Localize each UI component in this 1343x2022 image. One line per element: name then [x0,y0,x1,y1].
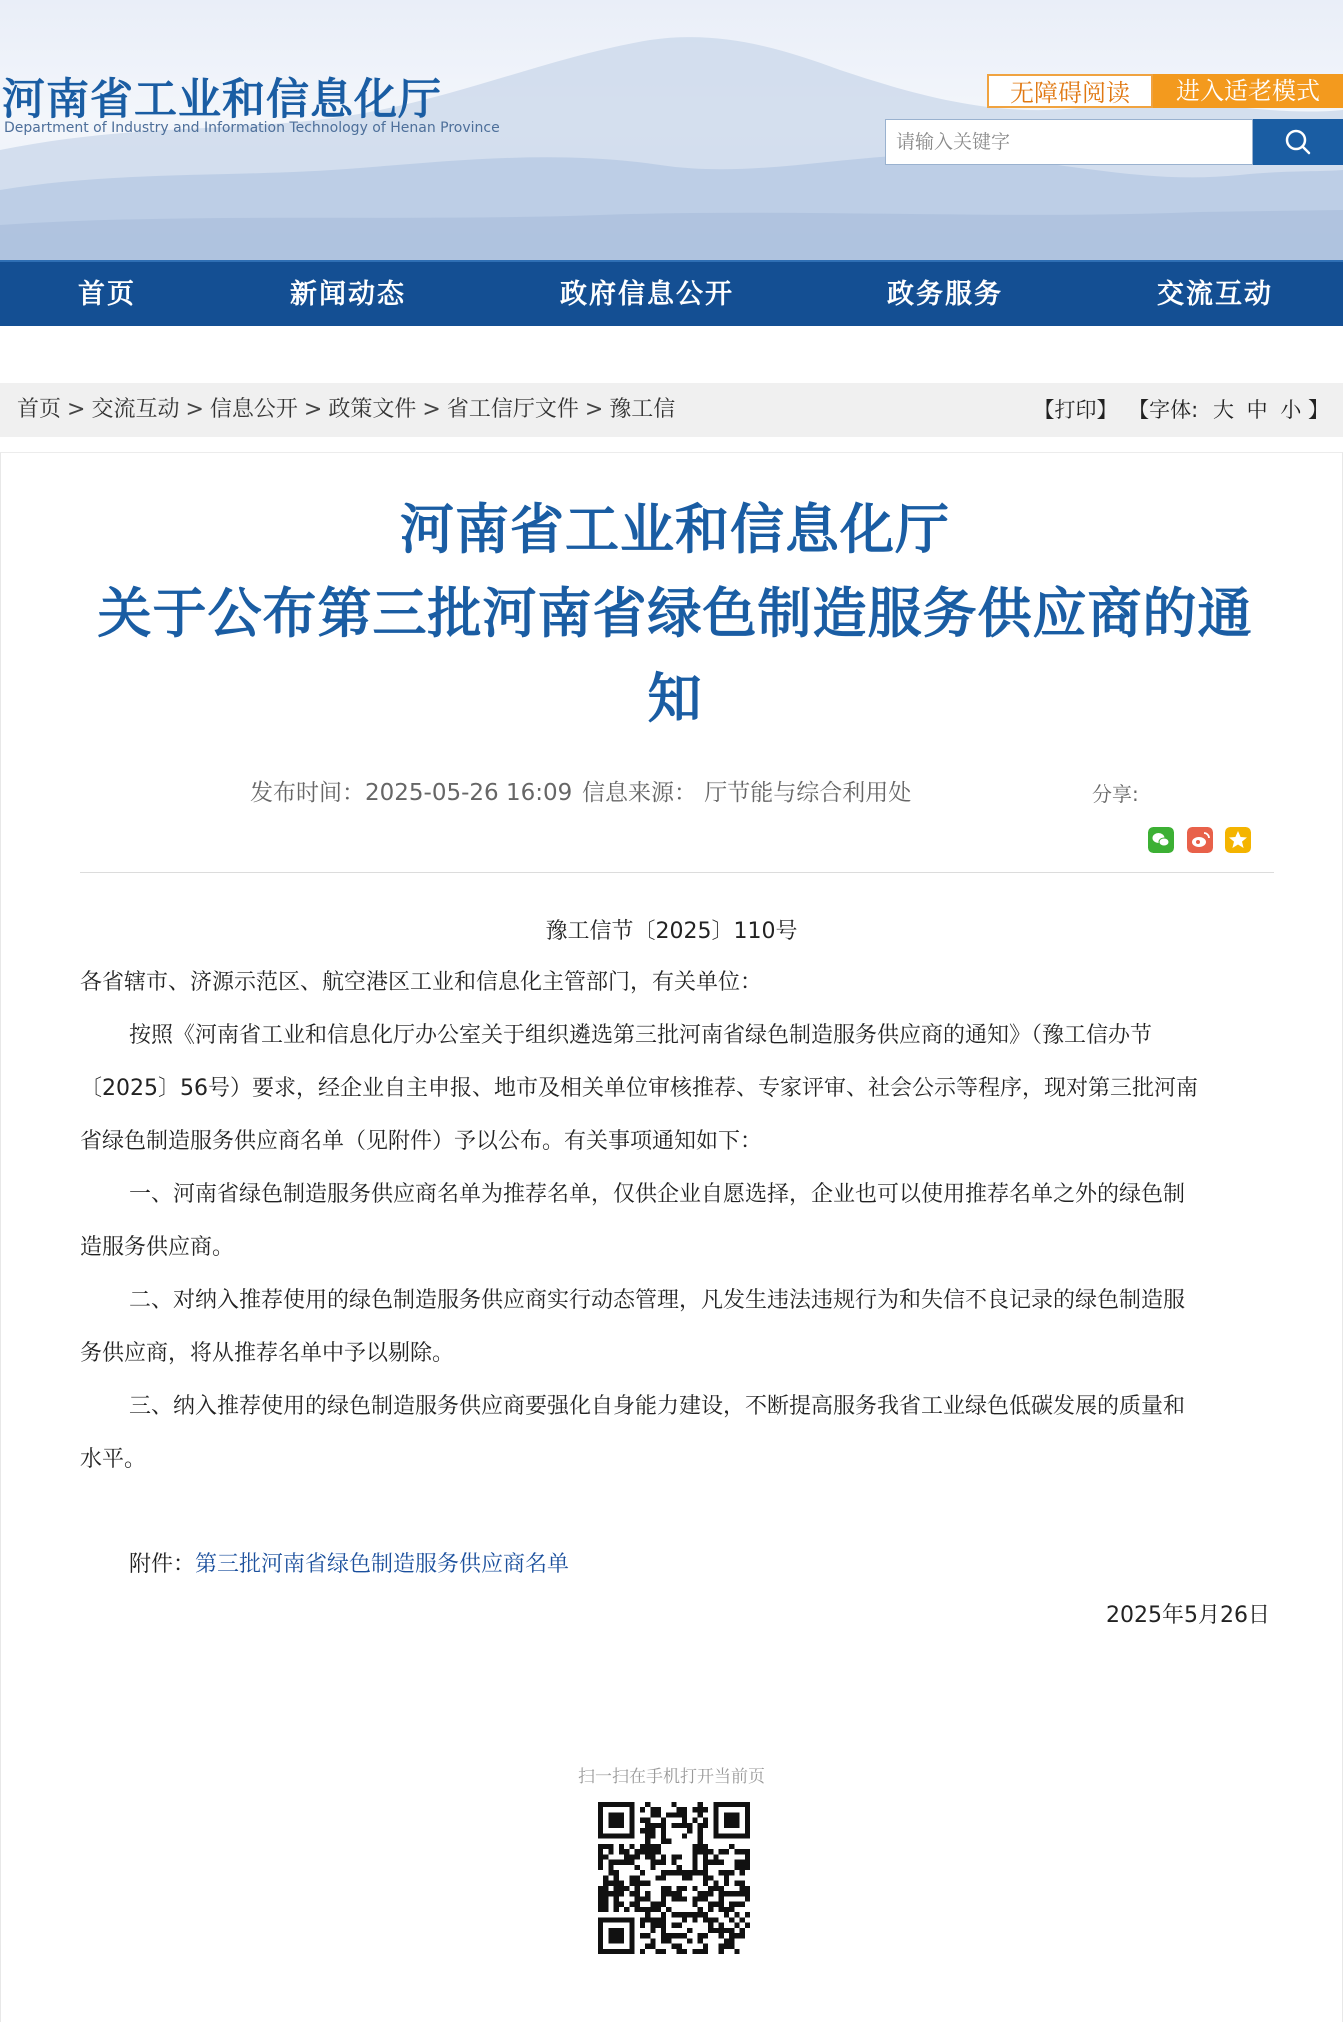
paragraph-1-line-1: 按照《河南省工业和信息化厅办公室关于组织遴选第三批河南省绿色制造服务供应商的通知》（豫工信办节 [129,1023,1153,1048]
article-title-line-2: 关于公布第三批河南省绿色制造服务供应商的通 [97,582,1253,645]
meta-divider [80,872,1274,873]
attachment [80,1538,1270,1591]
breadcrumb-separator: > [584,397,604,422]
breadcrumb-separator: > [422,397,441,422]
nav-item-services[interactable]: 政务服务 [887,279,1003,310]
article-title-line-1: 河南省工业和信息化厅 [400,498,950,561]
article-title-line-3: 知 [647,667,703,730]
breadcrumb [17,383,675,437]
breadcrumb-item-info[interactable]: 信息公开 [209,397,298,422]
paragraph-4-line-1: 三、纳入推荐使用的绿色制造服务供应商要强化自身能力建设，不断提高服务我省工业绿色低碳发展的质量和 [129,1394,1186,1419]
nav-item-interaction[interactable]: 交流互动 [1157,279,1273,310]
elder-mode-button[interactable]: 进入适老模式 [1153,74,1343,108]
weibo-icon[interactable] [1187,827,1213,853]
paragraph-4-line-2: 水平。 [80,1447,147,1472]
document-number: 豫工信节〔2025〕110号 [545,919,798,944]
print-button[interactable]: 【打印】 [1033,398,1118,422]
font-size-label: 【字体: [1128,398,1199,422]
search-button[interactable] [1253,119,1343,165]
nav-item-home[interactable]: 首页 [78,279,136,310]
breadcrumb-item-interaction[interactable]: 交流互动 [91,397,180,422]
paragraph-2-line-2: 造服务供应商。 [80,1235,235,1260]
nav-item-gov-info[interactable]: 政府信息公开 [560,279,734,310]
paragraph-1-line-3: 省绿色制造服务供应商名单（见附件）予以公布。有关事项通知如下： [80,1129,763,1154]
paragraph-3-line-1: 二、对纳入推荐使用的绿色制造服务供应商实行动态管理，凡发生违法违规行为和失信不良记录的绿色制造服 [129,1288,1186,1313]
site-logo-title[interactable]: 河南省工业和信息化厅 [2,75,442,125]
attachment-label: 附件： [129,1552,196,1577]
font-medium-button[interactable]: 中 [1246,398,1268,422]
search-input[interactable] [896,120,1246,164]
accessibility-read-button[interactable]: 无障碍阅读 [987,74,1153,108]
font-large-button[interactable]: 大 [1212,398,1234,422]
search-icon [1253,119,1343,165]
main-nav [0,260,1343,326]
site-header [0,0,1343,260]
paragraph-2-line-1: 一、河南省绿色制造服务供应商名单为推荐名单，仅供企业自愿选择，企业也可以使用推荐名单之外的绿色制 [129,1182,1186,1207]
qr-code-label: 扫一扫在手机打开当前页 [578,1767,765,1787]
site-logo-subtitle: Department of Industry and Information Technology of Henan Province [4,120,500,136]
search-box [885,119,1253,165]
nav-item-news[interactable]: 新闻动态 [290,279,406,310]
breadcrumb-separator: > [303,397,323,422]
publish-time: 发布时间：2025-05-26 16:09 [250,780,573,806]
font-small-button[interactable]: 小 [1280,398,1302,422]
share-label: 分享: [1092,782,1139,806]
breadcrumb-separator: > [185,397,204,422]
attachment-link[interactable]: 第三批河南省绿色制造服务供应商名单 [195,1552,570,1577]
document-date: 2025年5月26日 [1106,1603,1270,1628]
qr-code-image [598,1802,750,1954]
paragraph-1-line-2: 〔2025〕56号）要求，经企业自主申报、地市及相关单位审核推荐、专家评审、社会公示等程序，现对第三批河南 [80,1076,1198,1101]
wechat-icon[interactable] [1148,827,1174,853]
salutation: 各省辖市、济源示范区、航空港区工业和信息化主管部门，有关单位： [80,970,763,995]
paragraph-3-line-2: 务供应商，将从推荐名单中予以剔除。 [80,1341,455,1366]
breadcrumb-bar [0,383,1343,437]
breadcrumb-item-dept-docs[interactable]: 省工信厅文件 [446,397,579,422]
font-size-close: 】 [1308,398,1329,422]
info-source: 信息来源： 厅节能与综合利用处 [582,780,912,806]
breadcrumb-item-current[interactable]: 豫工信 [609,397,676,422]
breadcrumb-item-home[interactable]: 首页 [17,397,62,422]
page-tools [1033,383,1329,437]
breadcrumb-item-policy[interactable]: 政策文件 [328,397,417,422]
qzone-icon[interactable] [1225,827,1251,853]
breadcrumb-separator: > [67,397,86,422]
